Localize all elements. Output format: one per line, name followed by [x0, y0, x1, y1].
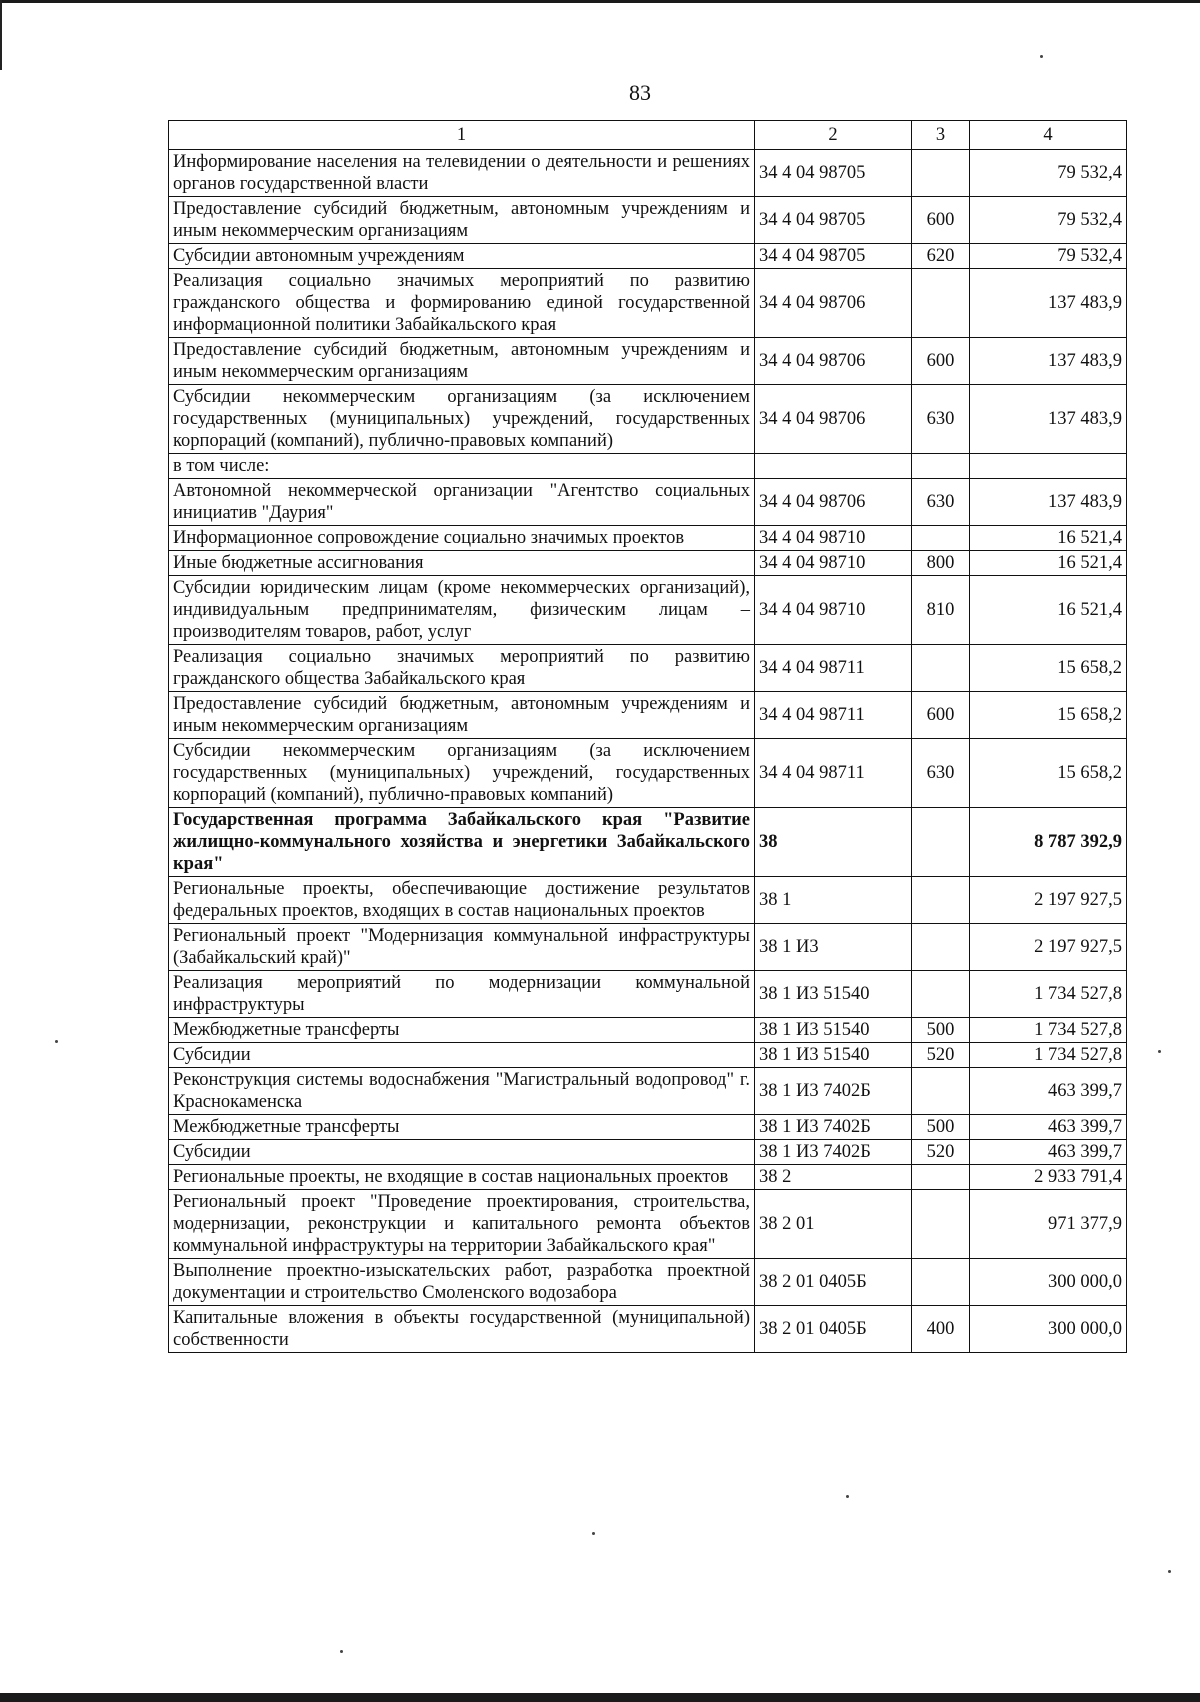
row-code: 38 1 И3 51540: [755, 1018, 912, 1043]
row-name: Информационное сопровождение социально значимых проектов: [169, 526, 755, 551]
row-code: 38 2 01: [755, 1190, 912, 1259]
row-name: Региональный проект "Модернизация коммунальной инфраструктуры (Забайкальский край)": [169, 924, 755, 971]
row-type: [912, 1259, 970, 1306]
row-code: 34 4 04 98711: [755, 692, 912, 739]
row-amount: 463 399,7: [970, 1140, 1127, 1165]
row-amount: 137 483,9: [970, 338, 1127, 385]
scan-speck: [1168, 1570, 1171, 1573]
table-row: [169, 551, 1127, 576]
row-amount: 1 734 527,8: [970, 971, 1127, 1018]
row-amount: 8 787 392,9: [970, 808, 1127, 877]
row-amount: 463 399,7: [970, 1115, 1127, 1140]
row-name: Региональный проект "Проведение проектирования, строительства, модернизации, реконструкции и капитального ремонта объектов коммунальной инфраструктуры на территории Забайкальского края": [169, 1190, 755, 1259]
row-code: 38: [755, 808, 912, 877]
header-col-2: 2: [755, 121, 912, 150]
row-type: 620: [912, 244, 970, 269]
row-amount: 16 521,4: [970, 526, 1127, 551]
row-name: Реконструкция системы водоснабжения "Магистральный водопровод" г. Краснокаменска: [169, 1068, 755, 1115]
table-row: [169, 645, 1127, 692]
row-type: [912, 808, 970, 877]
row-name: Субсидии некоммерческим организациям (за исключением государственных (муниципальных) учреждений, государственных корпораций (компаний), публично-правовых компаний): [169, 385, 755, 454]
row-type: [912, 1165, 970, 1190]
scan-speck: [592, 1532, 595, 1535]
row-name: Региональные проекты, не входящие в состав национальных проектов: [169, 1165, 755, 1190]
row-code: 38 1 И3 7402Б: [755, 1115, 912, 1140]
row-code: 38 1 И3 51540: [755, 1043, 912, 1068]
row-code: 34 4 04 98706: [755, 338, 912, 385]
row-amount: 2 197 927,5: [970, 924, 1127, 971]
row-code: 38 2: [755, 1165, 912, 1190]
row-amount: 2 197 927,5: [970, 877, 1127, 924]
row-amount: 79 532,4: [970, 197, 1127, 244]
row-type: 520: [912, 1140, 970, 1165]
row-code: 34 4 04 98711: [755, 645, 912, 692]
row-type: 600: [912, 692, 970, 739]
row-name: Межбюджетные трансферты: [169, 1018, 755, 1043]
row-name: Иные бюджетные ассигнования: [169, 551, 755, 576]
table-row: [169, 1018, 1127, 1043]
table-row: [169, 479, 1127, 526]
table-row: [169, 197, 1127, 244]
table-row: [169, 576, 1127, 645]
row-type: [912, 150, 970, 197]
row-name: Субсидии автономным учреждениям: [169, 244, 755, 269]
row-code: [755, 454, 912, 479]
row-name: в том числе:: [169, 454, 755, 479]
header-col-4: 4: [970, 121, 1127, 150]
row-name: Региональные проекты, обеспечивающие достижение результатов федеральных проектов, входящих в состав национальных проектов: [169, 877, 755, 924]
row-amount: 16 521,4: [970, 551, 1127, 576]
header-col-1: 1: [169, 121, 755, 150]
row-name: Субсидии некоммерческим организациям (за исключением государственных (муниципальных) учреждений, государственных корпораций (компаний), публично-правовых компаний): [169, 739, 755, 808]
row-name: Субсидии юридическим лицам (кроме некоммерческих организаций), индивидуальным предпринимателям, физическим лицам – производителям товаров, работ, услуг: [169, 576, 755, 645]
row-code: 34 4 04 98710: [755, 576, 912, 645]
row-amount: 15 658,2: [970, 692, 1127, 739]
row-amount: 463 399,7: [970, 1068, 1127, 1115]
row-amount: 300 000,0: [970, 1306, 1127, 1353]
row-name: Реализация мероприятий по модернизации коммунальной инфраструктуры: [169, 971, 755, 1018]
table-row: [169, 1306, 1127, 1353]
row-type: [912, 269, 970, 338]
row-type: [912, 924, 970, 971]
row-type: 500: [912, 1018, 970, 1043]
row-code: 34 4 04 98705: [755, 244, 912, 269]
row-name: Выполнение проектно-изыскательских работ, разработка проектной документации и строительство Смоленского водозабора: [169, 1259, 755, 1306]
table-row: [169, 739, 1127, 808]
row-amount: 137 483,9: [970, 479, 1127, 526]
scan-speck: [1040, 55, 1043, 58]
row-amount: 300 000,0: [970, 1259, 1127, 1306]
row-type: [912, 971, 970, 1018]
row-code: 38 1 И3 7402Б: [755, 1068, 912, 1115]
row-type: 800: [912, 551, 970, 576]
row-code: 38 2 01 0405Б: [755, 1306, 912, 1353]
table-row: [169, 269, 1127, 338]
header-col-3: 3: [912, 121, 970, 150]
table-row: [169, 1068, 1127, 1115]
table-row: [169, 971, 1127, 1018]
scan-border-top: [0, 0, 1200, 3]
table-row: [169, 924, 1127, 971]
row-name: Предоставление субсидий бюджетным, автономным учреждениям и иным некоммерческим организациям: [169, 692, 755, 739]
row-code: 34 4 04 98705: [755, 150, 912, 197]
row-amount: 15 658,2: [970, 739, 1127, 808]
row-code: 38 1 И3 7402Б: [755, 1140, 912, 1165]
row-code: 38 1 И3: [755, 924, 912, 971]
table-row: [169, 1259, 1127, 1306]
row-name: Субсидии: [169, 1043, 755, 1068]
row-type: [912, 1068, 970, 1115]
row-name: Реализация социально значимых мероприятий по развитию гражданского общества и формированию единой государственной информационной политики Забайкальского края: [169, 269, 755, 338]
row-code: 34 4 04 98710: [755, 526, 912, 551]
scan-border-bottom: [0, 1693, 1200, 1702]
row-type: 630: [912, 479, 970, 526]
row-name: Капитальные вложения в объекты государственной (муниципальной) собственности: [169, 1306, 755, 1353]
row-amount: 971 377,9: [970, 1190, 1127, 1259]
row-type: 400: [912, 1306, 970, 1353]
row-type: [912, 1190, 970, 1259]
row-type: 500: [912, 1115, 970, 1140]
table-row: [169, 692, 1127, 739]
header-row: [169, 121, 1127, 150]
scan-speck: [340, 1650, 343, 1653]
row-amount: 16 521,4: [970, 576, 1127, 645]
row-type: 630: [912, 385, 970, 454]
row-name: Субсидии: [169, 1140, 755, 1165]
row-code: 38 1: [755, 877, 912, 924]
row-amount: 137 483,9: [970, 385, 1127, 454]
row-amount: 15 658,2: [970, 645, 1127, 692]
row-amount: 2 933 791,4: [970, 1165, 1127, 1190]
row-type: [912, 526, 970, 551]
table-row: [169, 877, 1127, 924]
row-type: [912, 645, 970, 692]
table-row: [169, 1115, 1127, 1140]
row-code: 34 4 04 98710: [755, 551, 912, 576]
table-row: [169, 454, 1127, 479]
table-row: [169, 1165, 1127, 1190]
row-type: 630: [912, 739, 970, 808]
row-type: 520: [912, 1043, 970, 1068]
scan-border-left: [0, 0, 2, 70]
row-amount: 79 532,4: [970, 150, 1127, 197]
table-row: [169, 150, 1127, 197]
row-name: Реализация социально значимых мероприятий по развитию гражданского общества Забайкальского края: [169, 645, 755, 692]
row-name: Информирование населения на телевидении о деятельности и решениях органов государственной власти: [169, 150, 755, 197]
row-amount: 1 734 527,8: [970, 1043, 1127, 1068]
row-type: [912, 454, 970, 479]
table-row: [169, 1140, 1127, 1165]
row-code: 34 4 04 98706: [755, 269, 912, 338]
table-row: [169, 808, 1127, 877]
scan-speck: [846, 1495, 849, 1498]
row-amount: 1 734 527,8: [970, 1018, 1127, 1043]
row-name: Государственная программа Забайкальского края "Развитие жилищно-коммунального хозяйства и энергетики Забайкальского края": [169, 808, 755, 877]
table-row: [169, 385, 1127, 454]
table-row: [169, 244, 1127, 269]
row-code: 34 4 04 98705: [755, 197, 912, 244]
row-amount: [970, 454, 1127, 479]
page-number: 83: [629, 80, 651, 105]
table-row: [169, 526, 1127, 551]
row-type: 810: [912, 576, 970, 645]
row-type: 600: [912, 338, 970, 385]
row-type: 600: [912, 197, 970, 244]
row-name: Автономной некоммерческой организации "Агентство социальных инициатив "Даурия": [169, 479, 755, 526]
row-amount: 137 483,9: [970, 269, 1127, 338]
row-amount: 79 532,4: [970, 244, 1127, 269]
row-code: 34 4 04 98711: [755, 739, 912, 808]
table-row: [169, 1190, 1127, 1259]
row-code: 38 1 И3 51540: [755, 971, 912, 1018]
row-code: 38 2 01 0405Б: [755, 1259, 912, 1306]
row-type: [912, 877, 970, 924]
row-name: Предоставление субсидий бюджетным, автономным учреждениям и иным некоммерческим организациям: [169, 197, 755, 244]
row-code: 34 4 04 98706: [755, 385, 912, 454]
scan-speck: [1158, 1050, 1161, 1053]
row-name: Межбюджетные трансферты: [169, 1115, 755, 1140]
table-row: [169, 1043, 1127, 1068]
table-row: [169, 338, 1127, 385]
budget-table: [168, 120, 1127, 1353]
row-name: Предоставление субсидий бюджетным, автономным учреждениям и иным некоммерческим организациям: [169, 338, 755, 385]
scan-speck: [55, 1040, 58, 1043]
row-code: 34 4 04 98706: [755, 479, 912, 526]
